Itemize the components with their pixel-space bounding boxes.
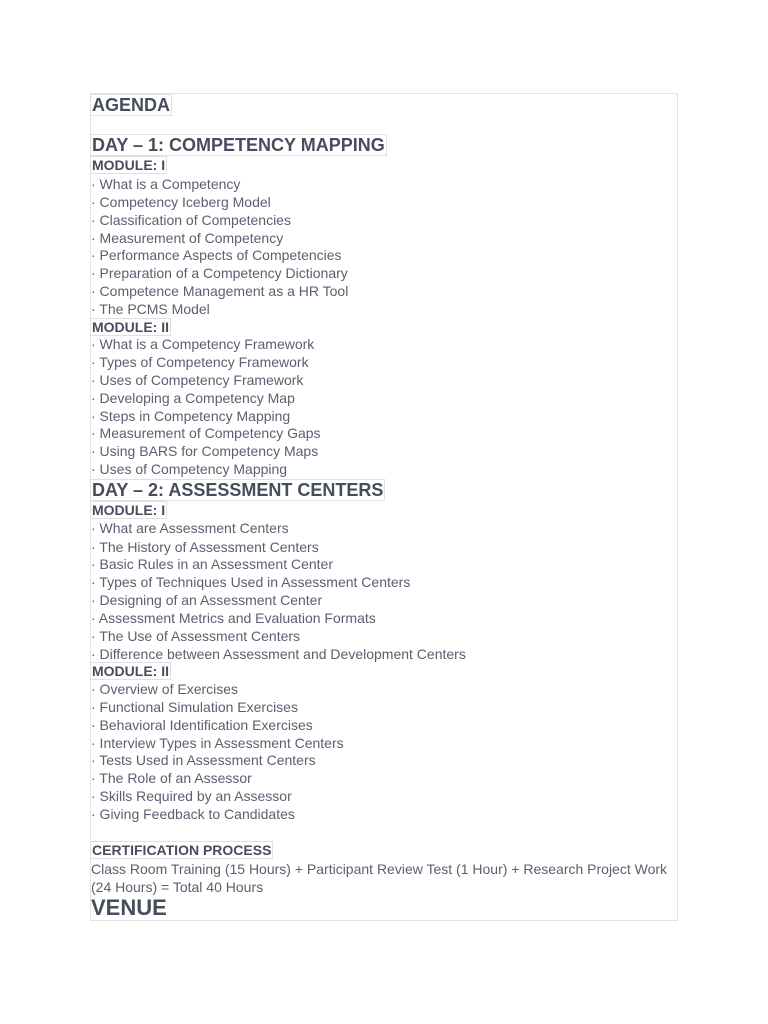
list-item: · Types of Techniques Used in Assessment Centers xyxy=(91,574,411,590)
venue-heading: VENUE xyxy=(91,895,167,920)
list-item: · What is a Competency xyxy=(91,176,241,192)
list-item: · Giving Feedback to Candidates xyxy=(91,806,295,822)
list-item: · Measurement of Competency xyxy=(91,230,284,246)
list-item: · Steps in Competency Mapping xyxy=(91,408,291,424)
list-item: · The Role of an Assessor xyxy=(91,770,252,786)
certification-text: Class Room Training (15 Hours) + Participant Review Test (1 Hour) + Research Project Work (24 Hours) = Total 40 Hours xyxy=(91,861,668,895)
day1-module1-heading: MODULE: I xyxy=(92,157,166,173)
agenda-heading: AGENDA xyxy=(92,95,171,115)
list-item: · The History of Assessment Centers xyxy=(91,539,319,555)
list-item: · Behavioral Identification Exercises xyxy=(91,717,313,733)
day2-module2-heading: MODULE: II xyxy=(92,663,169,679)
list-item: · The PCMS Model xyxy=(91,301,210,317)
list-item: · Tests Used in Assessment Centers xyxy=(91,752,316,768)
certification-heading: CERTIFICATION PROCESS xyxy=(92,842,272,858)
list-item: · Developing a Competency Map xyxy=(91,390,295,406)
list-item: · Uses of Competency Framework xyxy=(91,372,304,388)
list-item: · Overview of Exercises xyxy=(91,681,239,697)
list-item: · Basic Rules in an Assessment Center xyxy=(91,556,333,572)
day2-module1-heading: MODULE: I xyxy=(92,502,166,518)
list-item: · Measurement of Competency Gaps xyxy=(91,425,321,441)
day1-heading: DAY – 1: COMPETENCY MAPPING xyxy=(92,135,385,155)
list-item: · Competency Iceberg Model xyxy=(91,194,271,210)
list-item: · Uses of Competency Mapping xyxy=(91,461,288,477)
document-page xyxy=(90,93,678,921)
list-item: · Using BARS for Competency Maps xyxy=(91,443,319,459)
list-item: · Competence Management as a HR Tool xyxy=(91,283,349,299)
list-item: · Skills Required by an Assessor xyxy=(91,788,292,804)
list-item: · Interview Types in Assessment Centers xyxy=(91,735,344,751)
list-item: · Preparation of a Competency Dictionary xyxy=(91,265,348,281)
list-item: · Difference between Assessment and Development Centers xyxy=(91,646,466,662)
day1-module2-heading: MODULE: II xyxy=(92,319,169,335)
list-item: · Performance Aspects of Competencies xyxy=(91,247,342,263)
list-item: · What are Assessment Centers xyxy=(91,520,289,536)
list-item: · Classification of Competencies xyxy=(91,212,291,228)
list-item: · What is a Competency Framework xyxy=(91,336,315,352)
list-item: · Types of Competency Framework xyxy=(91,354,309,370)
list-item: · Functional Simulation Exercises xyxy=(91,699,298,715)
day2-heading: DAY – 2: ASSESSMENT CENTERS xyxy=(92,480,384,500)
list-item: · The Use of Assessment Centers xyxy=(91,628,301,644)
list-item: · Assessment Metrics and Evaluation Formats xyxy=(91,610,376,626)
list-item: · Designing of an Assessment Center xyxy=(91,592,323,608)
